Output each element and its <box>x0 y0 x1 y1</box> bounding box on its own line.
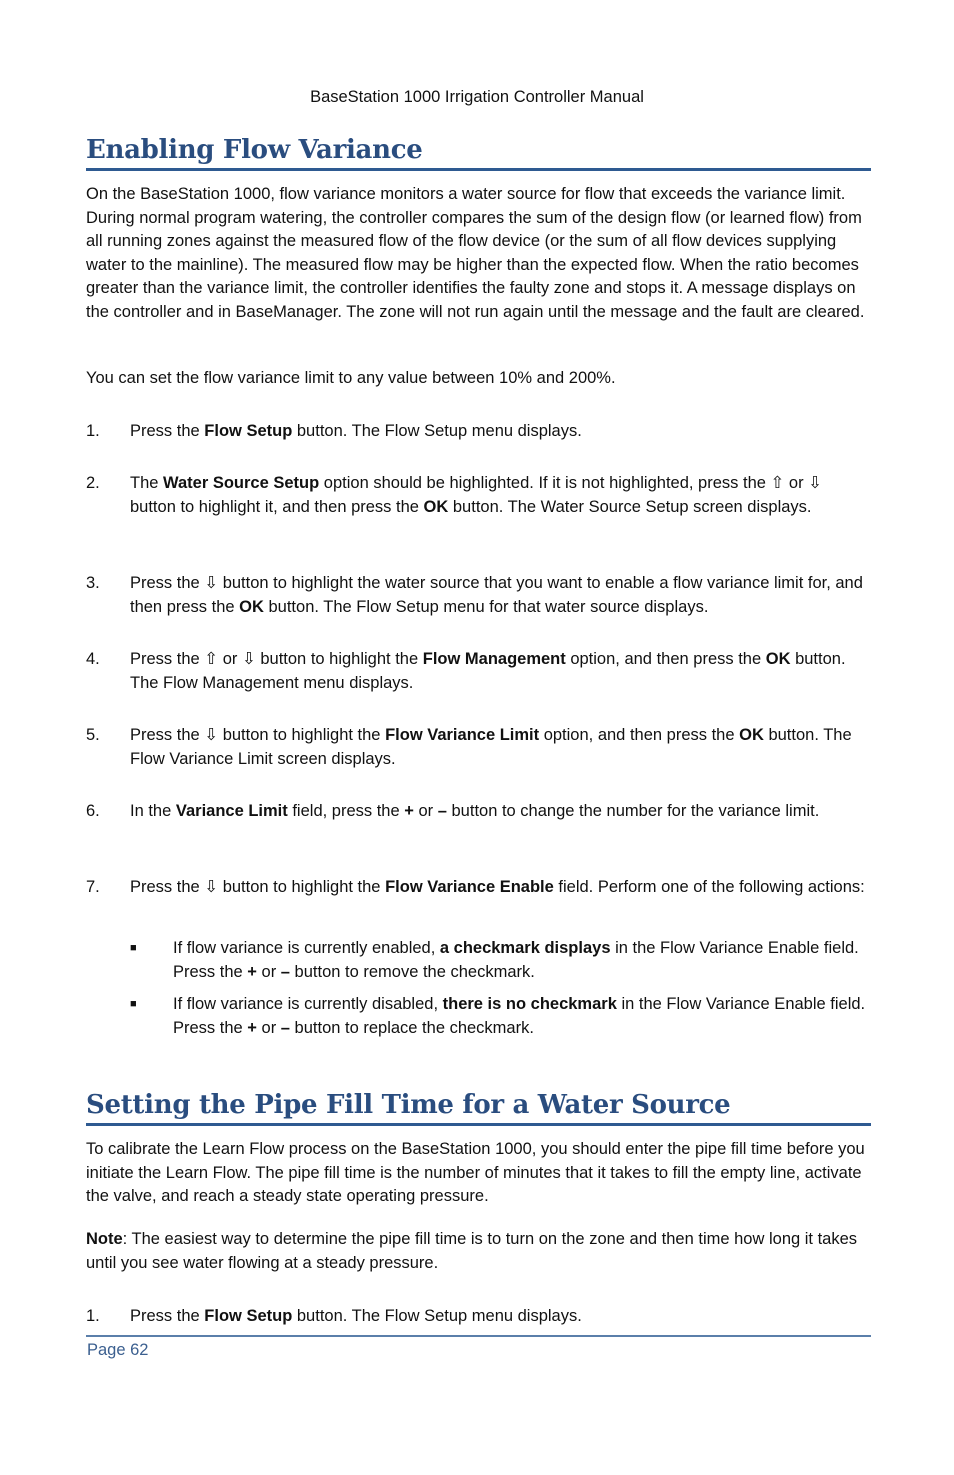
step-number: 3. <box>86 574 100 592</box>
step-text: Press the Flow Setup button. The Flow Setup menu displays. <box>130 422 582 440</box>
step-number: 5. <box>86 726 100 744</box>
range-note: You can set the flow variance limit to any value between 10% and 200%. <box>86 369 616 387</box>
step-text: The Water Source Setup option should be highlighted. If it is not highlighted, press the ⇧ or ⇩ button to highlight it, and then press the OK button. The Water Source Setup screen displays. <box>130 474 822 516</box>
note-paragraph <box>86 1228 871 1275</box>
section-heading-pipe-fill-time: Setting the Pipe Fill Time for a Water Source <box>86 1089 871 1126</box>
step-item <box>86 875 871 899</box>
step-text: In the Variance Limit field, press the + or – button to change the number for the variance limit. <box>130 802 820 820</box>
bullet-item <box>130 993 870 1040</box>
bullet-text: If flow variance is currently disabled, there is no checkmark in the Flow Variance Enable field. Press the + or – button to replace the checkmark. <box>173 995 866 1037</box>
step-number: 6. <box>86 802 100 820</box>
step-number: 1. <box>86 1307 100 1325</box>
step-item <box>86 1304 871 1328</box>
step-text: Press the ⇧ or ⇩ button to highlight the Flow Management option, and then press the OK button. The Flow Management menu displays. <box>130 650 846 692</box>
step-item <box>86 571 871 619</box>
step-text: Press the ⇩ button to highlight the Flow Variance Enable field. Perform one of the following actions: <box>130 878 865 896</box>
footer-divider <box>86 1335 871 1337</box>
note-text: : The easiest way to determine the pipe fill time is to turn on the zone and then time how long it takes until you see water flowing at a steady pressure. <box>86 1230 858 1272</box>
step-item <box>86 471 871 519</box>
step-item <box>86 647 871 695</box>
step-item <box>86 419 871 443</box>
bullet-item <box>130 937 870 984</box>
note-label: Note <box>86 1230 123 1248</box>
step-item <box>86 799 871 823</box>
bullet-square-icon: ■ <box>130 998 137 1010</box>
step-text: Press the ⇩ button to highlight the water source that you want to enable a flow variance limit for, and then press the OK button. The Flow Setup menu for that water source displays. <box>130 574 863 616</box>
step-number: 4. <box>86 650 100 668</box>
bullet-square-icon: ■ <box>130 942 137 954</box>
page-number: Page 62 <box>87 1341 149 1359</box>
step-text: Press the Flow Setup button. The Flow Setup menu displays. <box>130 1307 582 1325</box>
step-number: 2. <box>86 474 100 492</box>
step-item <box>86 723 871 771</box>
section-intro: To calibrate the Learn Flow process on the BaseStation 1000, you should enter the pipe fill time before you initiate the Learn Flow. The pipe fill time is the number of minutes that it takes to fill the empty line, activate the valve, and reach a steady state operating pressure. <box>86 1140 865 1205</box>
step-number: 7. <box>86 878 100 896</box>
bullet-text: If flow variance is currently enabled, a checkmark displays in the Flow Variance Enable field. Press the + or – button to remove the checkmark. <box>173 939 859 981</box>
step-number: 1. <box>86 422 100 440</box>
section-heading-flow-variance: Enabling Flow Variance <box>86 134 871 171</box>
section-intro: On the BaseStation 1000, flow variance monitors a water source for flow that exceeds the variance limit. During normal program watering, the controller compares the sum of the design flow (or learned flow) from all running zones against the measured flow of the flow device (or the sum of all flow devices supplying water to the mainline). The measured flow may be higher than the expected flow. When the ratio becomes greater than the variance limit, the controller identifies the faulty zone and stops it. A message displays on the controller and in BaseManager. The zone will not run again until the message and the fault are cleared. <box>86 185 865 321</box>
step-text: Press the ⇩ button to highlight the Flow Variance Limit option, and then press the OK button. The Flow Variance Limit screen displays. <box>130 726 852 768</box>
page-header: BaseStation 1000 Irrigation Controller Manual <box>310 88 644 106</box>
